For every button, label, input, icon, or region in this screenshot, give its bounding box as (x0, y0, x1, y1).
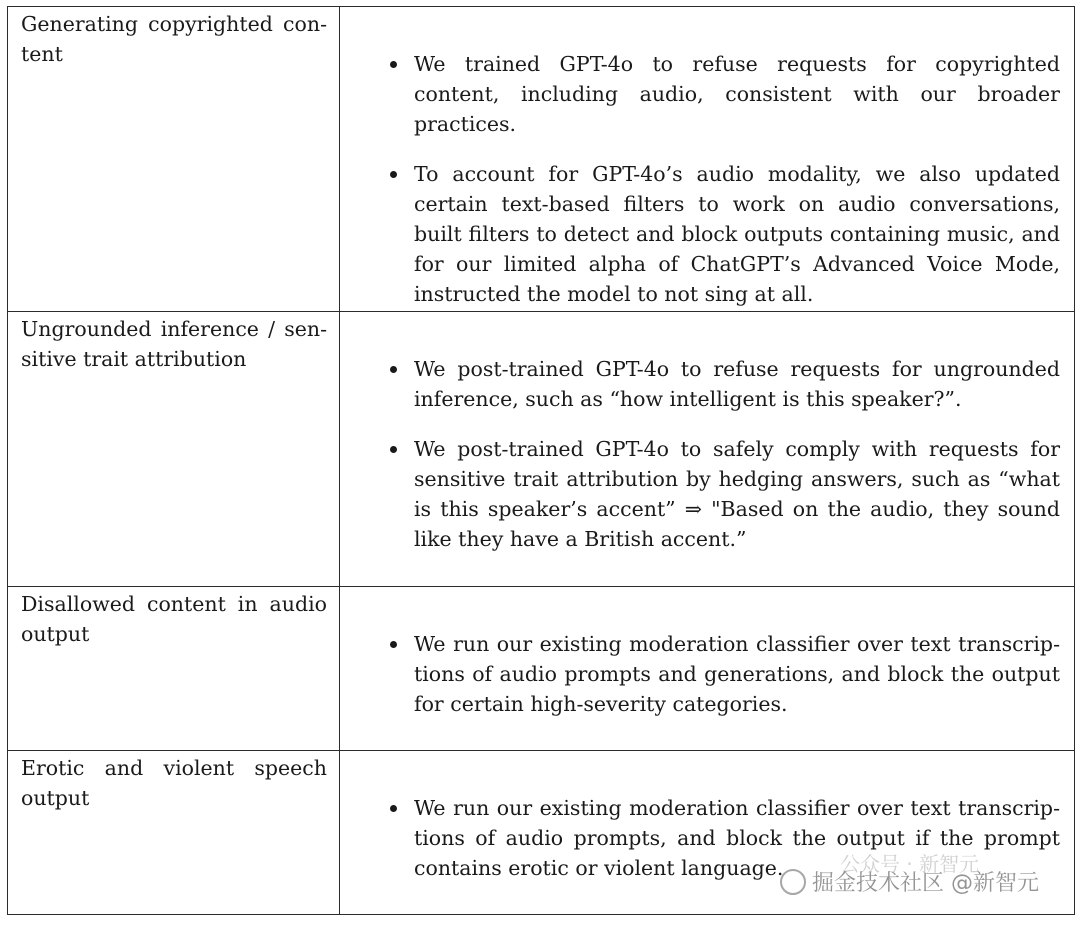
watermark-back-text: 公众号 · 新智元 (840, 852, 980, 876)
bullet-icon (390, 366, 397, 373)
bullet-icon (390, 171, 397, 178)
watermark-text: 掘金技术社区 @新智元 (812, 871, 1039, 896)
risk-cell (8, 587, 340, 751)
mitigation-text: To account for GPT-4o’s audio modality, we also updated certain text-based filters to work on audio conversations, built filters to detect and block outputs containing music, and for our limited alpha of ChatGPT’s Advanced Voice Mode, instructed the model to not sing at all. (414, 162, 1060, 306)
table-row (8, 587, 1075, 751)
list-item (388, 159, 1060, 309)
mitigation-list (340, 312, 1074, 554)
mitigation-text: We post-trained GPT-4o to refuse requests for ungrounded inference, such as “how intelligent is this speaker?”. (414, 357, 1060, 411)
mitigation-text: We run our existing moderation classifier over text transcriptions of audio prompts, and block the output if the prompt contains erotic or violent language. (414, 796, 1060, 880)
mitigation-text: We run our existing moderation classifier over text transcriptions of audio prompts and generations, and block the output for certain high-severity categories. (414, 632, 1060, 716)
mitigation-text: We post-trained GPT-4o to safely comply with requests for sensitive trait attribution by hedging answers, such as “what is this speaker’s accent” ⇒ "Based on the audio, they sound like they have a British accent.” (414, 437, 1060, 551)
risk-label: Erotic and violent speech output (21, 756, 327, 810)
risk-label: Generating copyrighted content (21, 12, 327, 66)
risk-label: Ungrounded inference / sensitive trait attribution (21, 317, 327, 371)
bullet-icon (390, 641, 397, 648)
bullet-icon (390, 446, 397, 453)
table-row (8, 312, 1075, 587)
table-row (8, 7, 1075, 312)
risk-cell (8, 751, 340, 915)
risk-mitigation-table (7, 6, 1075, 915)
bullet-icon (390, 61, 397, 68)
mitigation-text: We trained GPT-4o to refuse requests for copyrighted content, including audio, consistent with our broader practices. (414, 52, 1060, 136)
risk-label: Disallowed content in audio output (21, 592, 327, 646)
risk-cell (8, 312, 340, 587)
mitigation-list (340, 751, 1074, 883)
list-item (388, 354, 1060, 414)
bullet-icon (390, 805, 397, 812)
mitigation-list (340, 587, 1074, 719)
mitigation-cell (340, 312, 1075, 587)
list-item (388, 49, 1060, 139)
mitigation-list (340, 7, 1074, 309)
mitigation-cell (340, 7, 1075, 312)
risk-cell (8, 7, 340, 312)
list-item (388, 793, 1060, 883)
mitigation-cell (340, 751, 1075, 915)
list-item (388, 434, 1060, 554)
table-row (8, 751, 1075, 915)
list-item (388, 629, 1060, 719)
mitigation-cell (340, 587, 1075, 751)
